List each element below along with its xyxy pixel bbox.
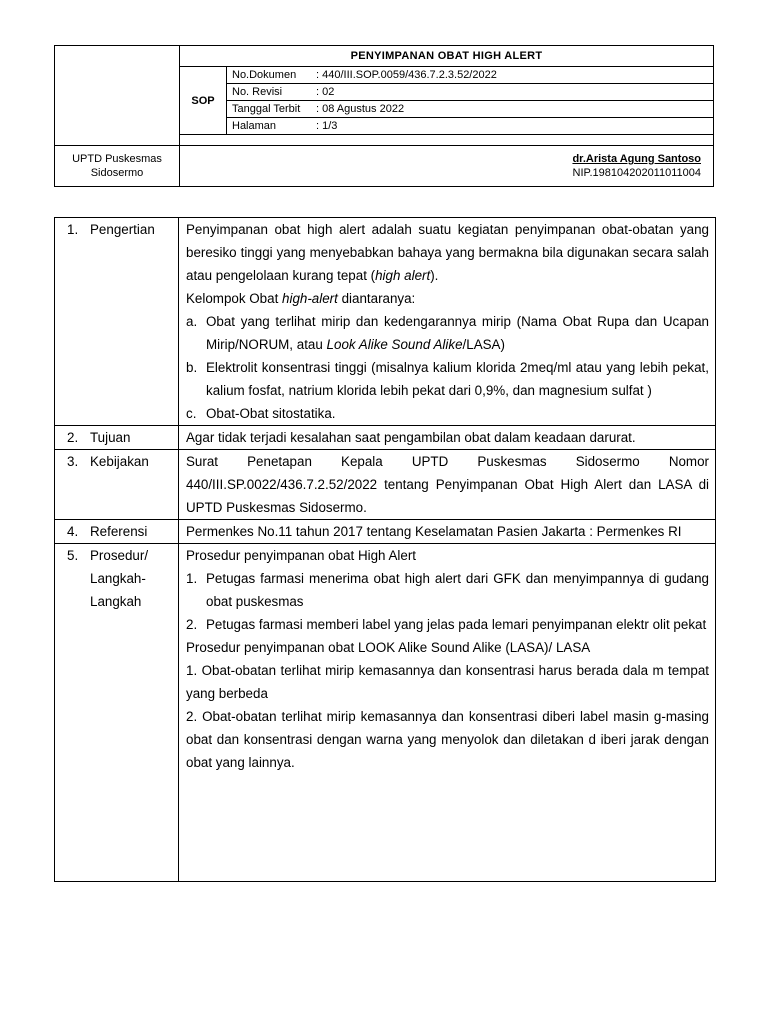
procedure-heading: Prosedur penyimpanan obat High Alert xyxy=(186,548,417,563)
signatory-name: dr.Arista Agung Santoso xyxy=(572,153,701,165)
list-item xyxy=(186,567,709,613)
list-marker: 2. xyxy=(186,617,198,632)
section-row xyxy=(55,450,716,520)
section-row xyxy=(55,426,716,450)
section-label-cell xyxy=(55,544,179,882)
document-title: PENYIMPANAN OBAT HIGH ALERT xyxy=(180,46,714,67)
section-number: 3. xyxy=(67,454,79,469)
meta-value: : 440/III.SOP.0059/436.7.2.3.52/2022 xyxy=(316,69,497,81)
section-content: Permenkes No.11 tahun 2017 tentang Keselamatan Pasien Jakarta : Permenkes RI xyxy=(179,520,716,544)
section-row xyxy=(55,544,716,882)
section-label-cell xyxy=(55,450,179,520)
meta-revision xyxy=(227,84,714,101)
italic-text: Look Alike Sound Alike xyxy=(326,337,463,352)
section-number: 1. xyxy=(67,222,79,237)
signatory-block xyxy=(180,146,714,187)
org-line: Sidosermo xyxy=(90,167,144,179)
procedure-heading: Prosedur penyimpanan obat LOOK Alike Sound Alike (LASA)/ LASA xyxy=(186,640,591,655)
meta-issue-date xyxy=(227,101,714,118)
meta-label: No. Revisi xyxy=(232,86,283,98)
text-span: ). xyxy=(430,268,439,283)
org-line: UPTD Puskesmas xyxy=(72,153,162,165)
text-span: diantaranya: xyxy=(337,291,416,306)
section-row xyxy=(55,218,716,426)
organization-name xyxy=(55,146,180,187)
list-item xyxy=(186,356,709,402)
section-label: Pengertian xyxy=(90,222,155,237)
text-span: Kelompok Obat xyxy=(186,291,283,306)
spacer-cell xyxy=(180,135,714,146)
section-number: 5. xyxy=(67,548,79,563)
meta-label: No.Dokumen xyxy=(232,69,297,81)
meta-value: : 08 Agustus 2022 xyxy=(316,103,405,115)
meta-label: Halaman xyxy=(232,120,277,132)
section-label: Prosedur/ xyxy=(90,548,149,563)
list-text: Obat-Obat sitostatika. xyxy=(206,406,336,421)
italic-text: high-alert xyxy=(282,291,338,306)
section-label: Referensi xyxy=(90,524,148,539)
text-span: Penyimpanan obat high alert adalah suatu kegiatan penyimpanan obat-obatan yang beresiko tinggi yang menyebabkan bahaya yang bermakna bila digunakan secara salah atau pengelolaan kurang tepat ( xyxy=(186,222,709,283)
list-item xyxy=(186,613,709,636)
section-label: Langkah- xyxy=(90,571,146,586)
sop-label: SOP xyxy=(180,67,227,135)
list-item xyxy=(186,402,709,425)
signatory-nip: NIP.198104202011011004 xyxy=(572,167,701,179)
section-content: Agar tidak terjadi kesalahan saat pengambilan obat dalam keadaan darurat. xyxy=(179,426,716,450)
section-label: Kebijakan xyxy=(90,454,149,469)
section-content xyxy=(179,218,716,426)
definition-paragraph xyxy=(186,218,709,287)
section-number: 4. xyxy=(67,524,79,539)
meta-value: : 1/3 xyxy=(316,120,338,132)
list-marker: 1. xyxy=(186,571,198,586)
section-label-cell xyxy=(55,520,179,544)
meta-value: : 02 xyxy=(316,86,335,98)
section-content: Surat Penetapan Kepala UPTD Puskesmas Sidosermo Nomor 440/III.SP.0022/436.7.2.52/2022 tentang Penyimpanan Obat High Alert dan LASA di UPTD Puskesmas Sidosermo. xyxy=(179,450,716,520)
list-text: Petugas farmasi menerima obat high alert dari GFK dan menyimpannya di gudang obat puskesmas xyxy=(206,571,709,609)
group-intro xyxy=(186,287,709,310)
procedure-paragraph: 2. Obat-obatan terlihat mirip kemasannya dan konsentrasi diberi label masin g-masing obat dan konsentrasi dengan warna yang menyolok dan diletakan d iberi jarak dengan obat yang lainnya. xyxy=(186,709,709,770)
list-text: Elektrolit konsentrasi tinggi (misalnya kalium klorida 2meq/ml atau yang lebih pekat, kalium fosfat, natrium klorida lebih pekat dari 0,9%, dan magnesium sulfat ) xyxy=(206,360,709,398)
meta-doc-number xyxy=(227,67,714,84)
list-marker: a. xyxy=(186,314,198,329)
meta-label: Tanggal Terbit xyxy=(232,103,301,115)
logo-cell xyxy=(55,46,180,146)
section-label: Tujuan xyxy=(90,430,131,445)
header-table xyxy=(54,45,714,187)
italic-text: high alert xyxy=(375,268,431,283)
section-label-cell xyxy=(55,426,179,450)
procedure-paragraph: 1. Obat-obatan terlihat mirip kemasannya dan konsentrasi harus berada dala m tempat yang berbeda xyxy=(186,663,709,701)
section-number: 2. xyxy=(67,430,79,445)
section-row xyxy=(55,520,716,544)
section-label: Langkah xyxy=(90,594,142,609)
list-text: Petugas farmasi memberi label yang jelas pada lemari penyimpanan elektr olit pekat xyxy=(206,617,707,632)
list-marker: c. xyxy=(186,406,197,421)
list-item xyxy=(186,310,709,356)
list-marker: b. xyxy=(186,360,198,375)
meta-page xyxy=(227,118,714,135)
text-span: Obat yang terlihat mirip dan kedengarannya mirip (Nama Obat Rupa dan Ucapan Mirip/NORUM, atau xyxy=(206,314,709,352)
list-text xyxy=(206,310,709,356)
section-content xyxy=(179,544,716,882)
procedure-table xyxy=(54,217,716,882)
text-span: /LASA) xyxy=(462,337,505,352)
section-label-cell xyxy=(55,218,179,426)
